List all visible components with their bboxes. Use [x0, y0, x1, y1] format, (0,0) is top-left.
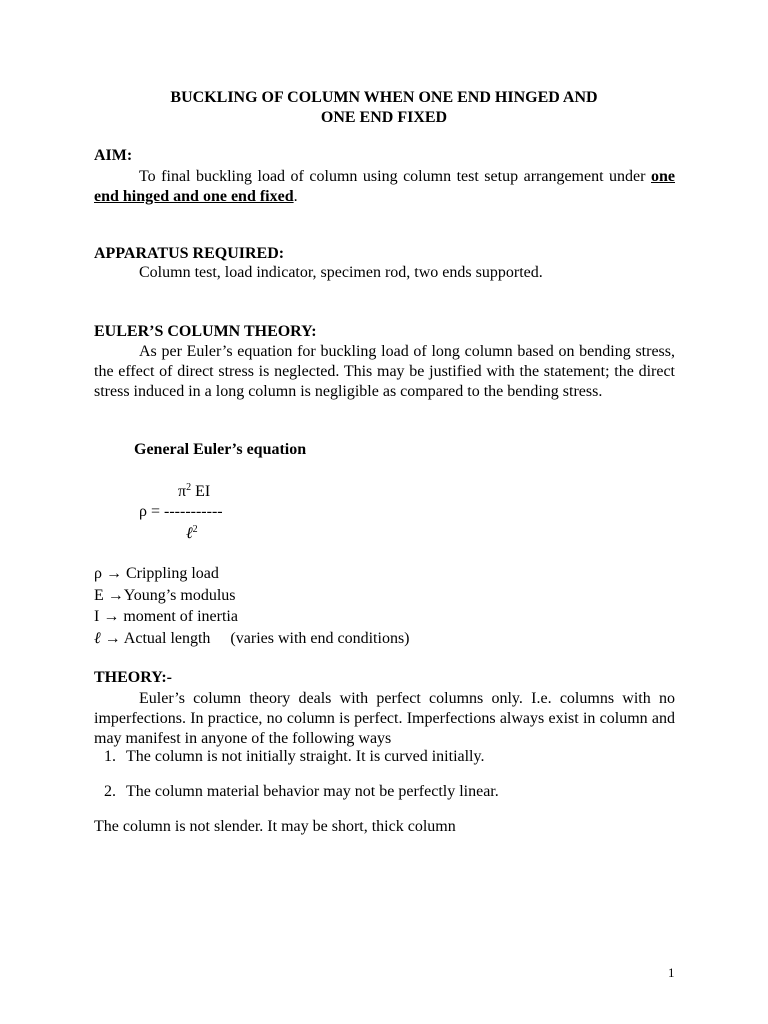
- aim-text-before: To final buckling load of column using column test setup arrangement under: [139, 168, 651, 185]
- aim-heading: AIM:: [94, 147, 133, 164]
- theory-paragraph: [94, 689, 675, 749]
- document-title-line-2: ONE END FIXED: [320, 109, 448, 126]
- equation-fraction-line: ρ = -----------: [139, 503, 223, 520]
- euler-text: As per Euler’s equation for buckling load of long column based on bending stress, the effect of direct stress is neglected. This may be justified with the statement; the direct stress induced in a long column is negligible as compared to the bending stress.: [94, 343, 675, 400]
- list-text: The column material behavior may not be perfectly linear.: [126, 783, 499, 800]
- page-number: 1: [668, 965, 675, 980]
- legend-item-crippling-load: [94, 565, 219, 583]
- apparatus-heading: APPARATUS REQUIRED:: [94, 245, 285, 262]
- pi-symbol: π: [178, 483, 187, 500]
- theory-heading: THEORY:-: [94, 669, 172, 686]
- arrow-icon: →: [103, 608, 120, 625]
- length-exponent: 2: [192, 524, 198, 535]
- legend-symbol: ℓ: [94, 630, 101, 647]
- list-text: The column is not initially straight. It is curved initially.: [126, 748, 485, 765]
- aim-text-after: .: [293, 188, 298, 205]
- euler-paragraph: [94, 342, 675, 402]
- legend-symbol: I: [94, 608, 100, 625]
- pi-exponent: 2: [186, 482, 192, 493]
- legend-item-actual-length: [94, 630, 410, 648]
- length-symbol: ℓ: [186, 525, 193, 542]
- list-number: 2.: [104, 783, 116, 800]
- legend-text: Actual length (varies with end conditions): [120, 630, 410, 647]
- legend-text: Young’s modulus: [123, 587, 236, 604]
- equation-denominator: [186, 524, 198, 543]
- list-number: 1.: [104, 748, 116, 765]
- equation-heading: General Euler’s equation: [134, 441, 307, 458]
- apparatus-text: Column test, load indicator, specimen rod, two ends supported.: [139, 264, 543, 281]
- arrow-icon: →: [107, 587, 124, 604]
- document-title-line-1: BUCKLING OF COLUMN WHEN ONE END HINGED AND: [170, 89, 598, 106]
- legend-symbol: ρ: [94, 565, 102, 582]
- arrow-icon: →: [104, 630, 121, 647]
- arrow-icon: →: [105, 565, 122, 582]
- theory-list-item-2: [90, 783, 499, 801]
- legend-symbol: E: [94, 587, 104, 604]
- legend-item-moment-of-inertia: [94, 608, 238, 626]
- legend-text: Crippling load: [121, 565, 219, 582]
- theory-list-item-1: [90, 748, 484, 766]
- theory-closing-text: The column is not slender. It may be short, thick column: [94, 818, 456, 835]
- legend-item-youngs-modulus: [94, 587, 236, 605]
- euler-heading: EULER’S COLUMN THEORY:: [94, 323, 317, 340]
- legend-text: moment of inertia: [119, 608, 238, 625]
- theory-text: Euler’s column theory deals with perfect columns only. I.e. columns with no imperfections. In practice, no column is perfect. Imperfections always exist in column and may manifest in anyone of the following ways: [94, 690, 675, 747]
- aim-text-emphasis: one end hinged and one end fixed: [94, 168, 675, 205]
- aim-paragraph: [94, 167, 675, 207]
- equation-numerator: [178, 482, 210, 501]
- numerator-rest: EI: [191, 483, 211, 500]
